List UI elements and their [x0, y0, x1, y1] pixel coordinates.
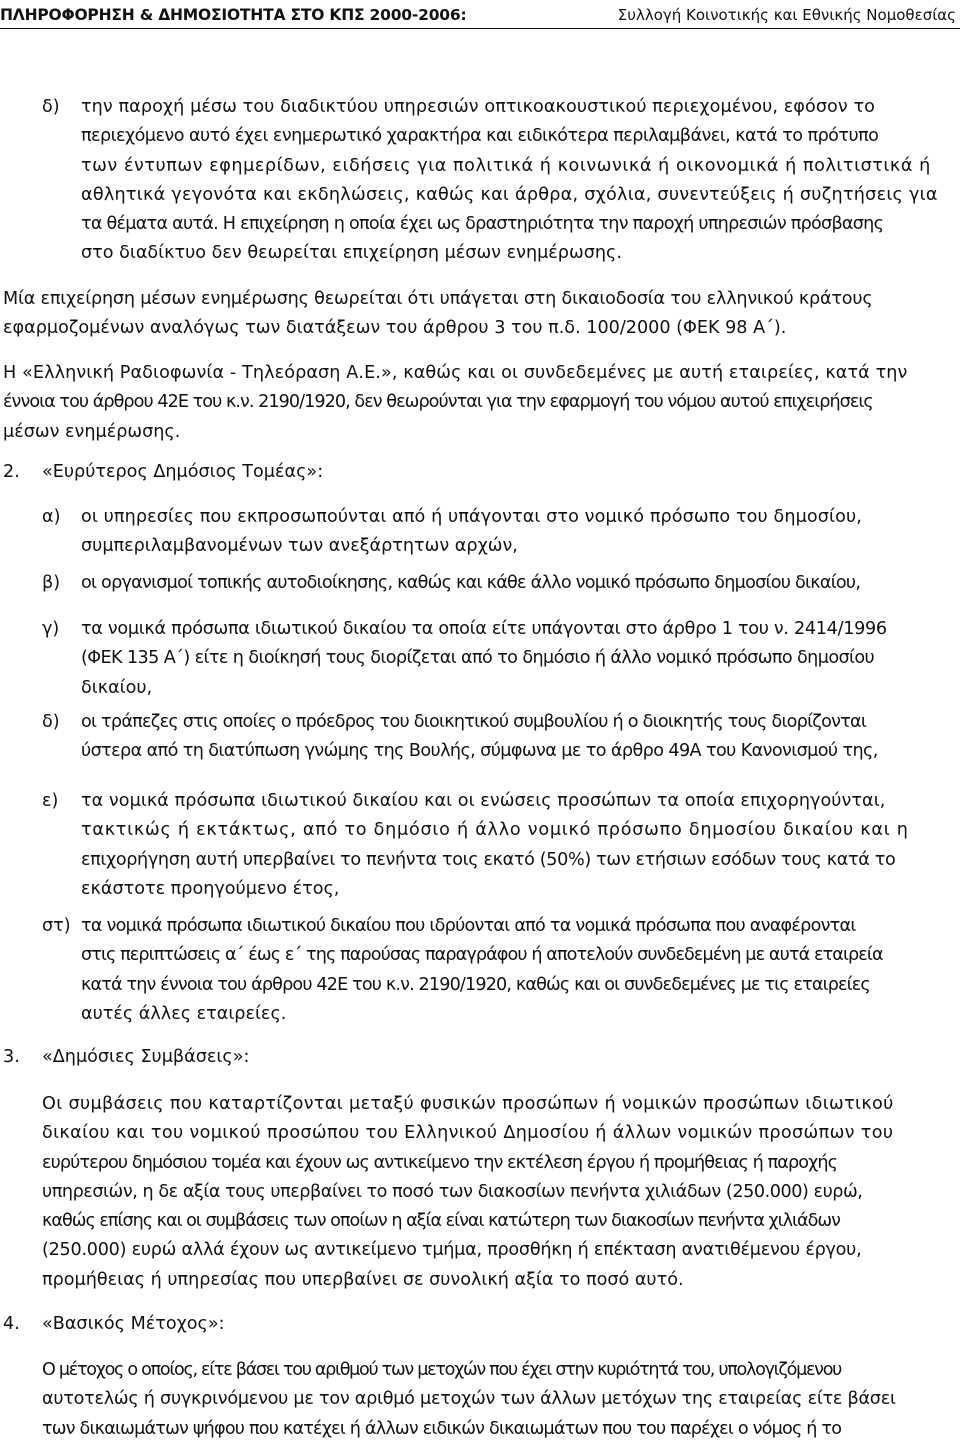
- text-line: οι τράπεζες στις οποίες ο πρόεδρος του διοικητικού συμβουλίου ή ο διοικητής τους διορίζονται: [81, 712, 867, 732]
- paragraph-text: [42, 1090, 894, 1295]
- header-rule: [0, 28, 960, 29]
- text-line: τα νομικά πρόσωπα ιδιωτικού δικαίου τα οποία είτε υπάγονται στο άρθρο 1 του ν. 2414/1996: [81, 619, 887, 639]
- text-line: τα νομικά πρόσωπα ιδιωτικού δικαίου και οι ενώσεις προσώπων τα οποία επιχορηγούνται,: [81, 791, 886, 811]
- section-title: «Βασικός Μέτοχος»:: [42, 1314, 225, 1334]
- text-line: επιχορήγηση αυτή υπερβαίνει το πενήντα τοις εκατό (50%) των ετήσιων εσόδων τους κατά το: [81, 849, 896, 870]
- text-line: αθλητικά γεγονότα και εκδηλώσεις, καθώς και άρθρα, σχόλια, συνεντεύξεις ή συζητήσεις για: [81, 184, 938, 205]
- text-line: αυτοτελώς ή συγκρινόμενου με τον αριθμό μετοχών των άλλων μετόχων της εταιρείας είτε βάσει: [42, 1389, 896, 1410]
- text-line: (ΦΕΚ 135 Α΄) είτε η διοίκησή τους διορίζεται από το δημόσιο ή άλλο νομικό πρόσωπο δημοσίου: [81, 648, 875, 669]
- item-label: δ): [42, 712, 60, 732]
- text-line: δικαίου και του νομικού προσώπου του Ελληνικού Δημοσίου ή άλλων νομικών προσώπων του: [42, 1123, 894, 1144]
- text-line: Οι συμβάσεις που καταρτίζονται μεταξύ φυσικών προσώπων ή νομικών προσώπων ιδιωτικού: [42, 1094, 894, 1114]
- text-line: την παροχή μέσω του διαδικτύου υπηρεσιών οπτικοακουστικού περιεχομένου, εφόσον το: [81, 97, 875, 117]
- text-line: συμπεριλαμβανομένων των ανεξάρτητων αρχών,: [81, 536, 518, 557]
- text-line: των έντυπων εφημερίδων, ειδήσεις για πολιτικά ή κοινωνικά ή οικονομικά ή πολιτιστικά ή: [81, 155, 931, 176]
- text-line: στο διαδίκτυο δεν θεωρείται επιχείρηση μέσων ενημέρωσης.: [81, 243, 622, 264]
- text-line: οι οργανισμοί τοπικής αυτοδιοίκησης, καθώς και κάθε άλλο νομικό πρόσωπο δημοσίου δικαίου,: [81, 573, 861, 593]
- text-line: Μία επιχείρηση μέσων ενημέρωσης θεωρείται ότι υπάγεται στη δικαιοδοσία του ελληνικού κράτους: [3, 289, 873, 309]
- text-line: υπηρεσιών, η δε αξία τους υπερβαίνει το ποσό των διακοσίων πενήντα χιλιάδων (250.000) ευρώ,: [42, 1181, 863, 1202]
- text-line: ευρύτερου δημόσιου τομέα και έχουν ως αντικείμενο την εκτέλεση έργου ή προμήθειας ή παροχής: [42, 1152, 838, 1173]
- item-label: α): [42, 507, 61, 527]
- text-line: (250.000) ευρώ αλλά έχουν ως αντικείμενο τμήμα, προσθήκη ή επέκταση ανατιθέμενου έργου,: [42, 1240, 862, 1261]
- item-text: [81, 569, 860, 598]
- item-label: στ): [42, 916, 71, 936]
- text-line: καθώς επίσης και οι συμβάσεις των οποίων η αξία είναι κατώτερη των διακοσίων πενήντα χιλιάδων: [42, 1211, 840, 1232]
- text-line: δικαίου,: [81, 677, 153, 698]
- text-line: ύστερα από τη διατύπωση γνώμης της Βουλής, σύμφωνα με το άρθρο 49Α του Κανονισμού της,: [81, 741, 878, 762]
- item-label: ε): [42, 791, 59, 811]
- text-line: περιεχόμενο αυτό έχει ενημερωτικό χαρακτήρα και ειδικότερα περιλαμβάνει, κατά το πρότυπο: [81, 126, 879, 147]
- text-line: έννοια του άρθρου 42Ε του κ.ν. 2190/1920, δεν θεωρούνται για την εφαρμογή του νόμου αυτού επιχειρήσεις: [3, 392, 873, 413]
- item-text: [81, 787, 909, 904]
- item-text: [81, 912, 883, 1029]
- item-text: [81, 503, 862, 562]
- paragraph-text: [42, 1356, 896, 1444]
- text-line: αυτές άλλες εταιρείες.: [81, 1003, 287, 1024]
- text-line: Ο μέτοχος ο οποίος, είτε βάσει του αριθμού των μετοχών που έχει στην κυριότητά του, υπολογιζόμενου: [42, 1360, 842, 1380]
- item-text: [81, 615, 887, 703]
- text-line: μέσων ενημέρωσης.: [3, 421, 181, 442]
- item-label: γ): [42, 619, 60, 639]
- section-number: 4.: [3, 1314, 20, 1334]
- item-label: β): [42, 573, 61, 593]
- text-line: εκάστοτε προηγούμενο έτος,: [81, 878, 340, 899]
- text-line: τα θέματα αυτά. Η επιχείρηση η οποία έχει ως δραστηριότητα την παροχή υπηρεσιών πρόσβασης: [81, 214, 884, 235]
- text-line: στις περιπτώσεις α΄ έως ε΄ της παρούσας παραγράφου ή αποτελούν συνδεδεμένη με αυτά εταιρεία: [81, 945, 883, 966]
- item-label: δ): [42, 97, 60, 117]
- section-title: «Δημόσιες Συμβάσεις»:: [42, 1047, 250, 1067]
- text-line: εφαρμοζομένων αναλόγως των διατάξεων του άρθρου 3 του π.δ. 100/2000 (ΦΕΚ 98 Α΄).: [3, 318, 787, 339]
- text-line: τα νομικά πρόσωπα ιδιωτικού δικαίου που ιδρύονται από τα νομικά πρόσωπα που αναφέρονται: [81, 916, 856, 936]
- text-line: των δικαιωμάτων ψήφου που κατέχει ή άλλων ειδικών δικαιωμάτων που του παρέχει ο νόμος ή το: [42, 1418, 842, 1439]
- section-number: 2.: [3, 462, 20, 482]
- text-line: προμήθειας ή υπηρεσίας που υπερβαίνει σε συνολική αξία το ποσό αυτό.: [42, 1269, 684, 1290]
- header-subtitle: Συλλογή Κοινοτικής και Εθνικής Νομοθεσίας: [617, 6, 956, 24]
- text-line: κατά την έννοια του άρθρου 42Ε του κ.ν. 2190/1920, καθώς και οι συνδεδεμένες με τις εταιρείες: [81, 974, 870, 995]
- item-text: [81, 93, 938, 269]
- page-header: [0, 0, 960, 30]
- paragraph-text: [3, 359, 907, 447]
- paragraph-text: [3, 285, 872, 344]
- text-line: Η «Ελληνική Ραδιοφωνία - Τηλεόραση Α.Ε.», καθώς και οι συνδεδεμένες με αυτή εταιρείες, κατά την: [3, 363, 908, 383]
- header-title: ΠΛΗΡΟΦΟΡΗΣΗ & ΔΗΜΟΣΙΟΤΗΤΑ ΣΤΟ ΚΠΣ 2000-2006:: [0, 6, 467, 24]
- text-line: οι υπηρεσίες που εκπροσωπούνται από ή υπάγονται στο νομικό πρόσωπο του δημοσίου,: [81, 507, 862, 527]
- item-text: [81, 708, 878, 767]
- text-line: τακτικώς ή εκτάκτως, από το δημόσιο ή άλλο νομικό πρόσωπο δημοσίου δικαίου και η: [81, 820, 909, 841]
- section-title: «Ευρύτερος Δημόσιος Τομέας»:: [42, 462, 324, 482]
- section-number: 3.: [3, 1047, 20, 1067]
